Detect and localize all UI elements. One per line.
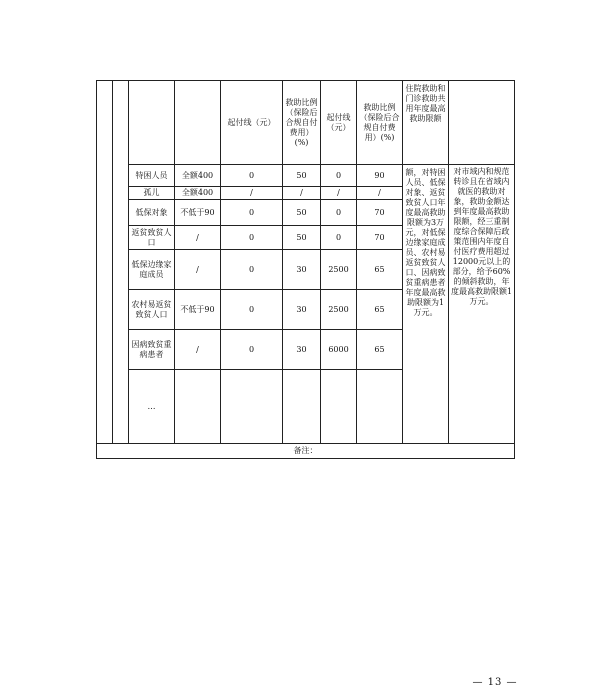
row-category: 因病致贫重病患者 [129,330,175,370]
row-qifu: 0 [221,330,283,370]
row-ratio-2: 65 [357,290,403,330]
row-qifu-2: / [321,187,357,200]
row-ratio [283,370,321,444]
row-ratio-2: 70 [357,226,403,250]
row-amount: 不低于90 [175,290,221,330]
row-ratio: 50 [283,226,321,250]
row-qifu-2: 0 [321,226,357,250]
remark-cell: 备注： [97,444,515,459]
page-number: — 13 — [472,677,518,688]
row-amount [175,370,221,444]
row-amount: / [175,250,221,290]
row-ratio: / [283,187,321,200]
row-qifu-2 [321,370,357,444]
tilted-assistance-cell: 对市域内和规范转诊且在省域内就医的救助对象，救助金额达到年度最高救助限额，经三重制度综合保障后政策范围内年度自付医疗费用超过12000元以上的部分，给予60%的倾斜救助，年度最高救助限额1万元。 [449,165,515,444]
row-amount: 不低于90 [175,200,221,226]
inner-left-cell [113,81,129,444]
row-qifu-2: 0 [321,165,357,187]
row-ratio-2: 90 [357,165,403,187]
row-qifu: 0 [221,226,283,250]
row-qifu: 0 [221,165,283,187]
annual-limit-cell: 额，对特困人员、低保对象、返贫致贫人口年度最高救助限额为3万元，对低保边缘家庭成员、农村易返贫致贫人口、因病致贫重病患者年度最高救助限额为1万元。 [403,165,449,444]
row-category: … [129,370,175,444]
row-qifu-2: 2500 [321,250,357,290]
row-ratio: 30 [283,330,321,370]
row-category: 孤儿 [129,187,175,200]
row-ratio-2 [357,370,403,444]
row-qifu: 0 [221,200,283,226]
row-qifu [221,370,283,444]
row-ratio: 50 [283,200,321,226]
row-qifu-2: 2500 [321,290,357,330]
header-blank-amount [175,81,221,165]
header-ratio-2: 救助比例（保险后合规自付费用）(%) [357,81,403,165]
row-ratio: 30 [283,290,321,330]
header-qifu: 起付线（元） [221,81,283,165]
header-blank-last [449,81,515,165]
assistance-standards-table [96,80,515,459]
row-category: 低保对象 [129,200,175,226]
row-amount: / [175,226,221,250]
row-ratio-2: 65 [357,330,403,370]
remark-row [97,444,515,459]
row-qifu: / [221,187,283,200]
header-qifu-2: 起付线（元） [321,81,357,165]
outer-left-cell [97,81,113,444]
header-blank-category [129,81,175,165]
row-category: 返贫致贫人口 [129,226,175,250]
row-amount: 全额400 [175,187,221,200]
row-ratio-2: 70 [357,200,403,226]
row-category: 农村易返贫致贫人口 [129,290,175,330]
row-category: 特困人员 [129,165,175,187]
row-amount: / [175,330,221,370]
row-qifu-2: 6000 [321,330,357,370]
table-row [97,165,515,187]
row-qifu: 0 [221,290,283,330]
table-header-row [97,81,515,165]
row-ratio-2: / [357,187,403,200]
row-category: 低保边缘家庭成员 [129,250,175,290]
row-qifu: 0 [221,250,283,290]
header-ratio-1: 救助比例（保险后合规自付费用）(%) [283,81,321,165]
row-amount: 全额400 [175,165,221,187]
header-annual-limit: 住院救助和门诊救助共用年度最高救助限额 [403,81,449,165]
row-qifu-2: 0 [321,200,357,226]
row-ratio: 30 [283,250,321,290]
row-ratio-2: 65 [357,250,403,290]
row-ratio: 50 [283,165,321,187]
